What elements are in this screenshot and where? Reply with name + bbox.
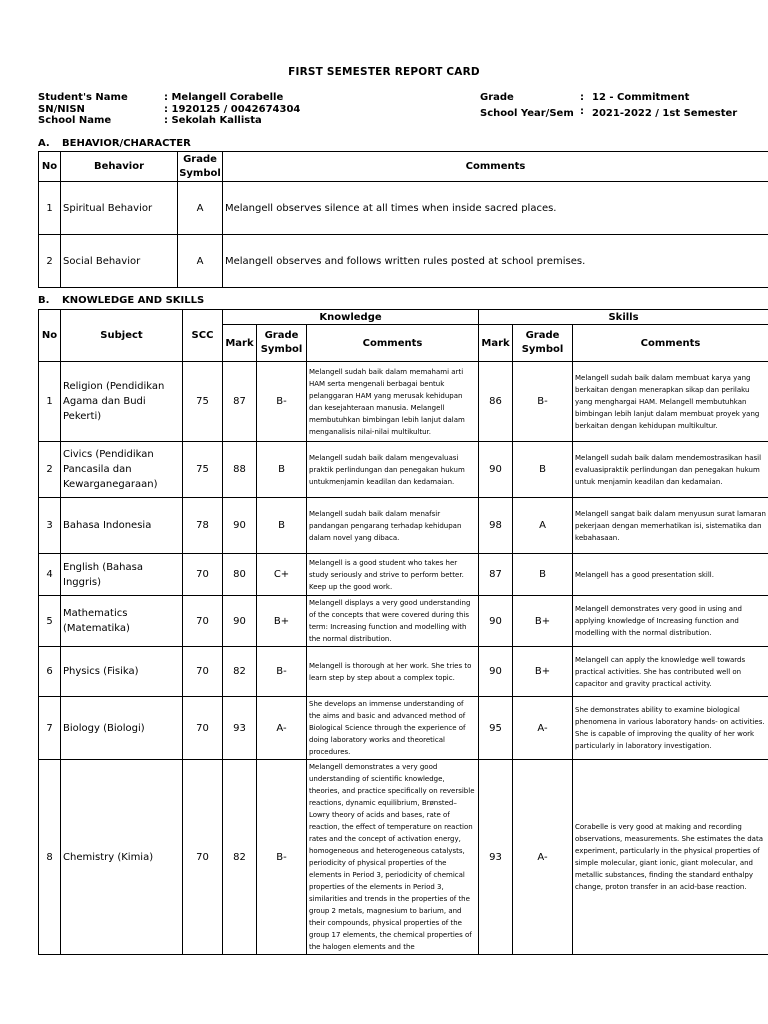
skills-comment: Melangell sudah baik dalam membuat karya yang berkaitan dengan menerapkan sikap dan perilaku yang menghargai HAM. Melangell membutuhkan bimbingan lebih lanjut dalam membuat proyek yang berkaitan dengan kehidupan multikultur.: [573, 362, 768, 442]
knowledge-grade: C+: [257, 554, 307, 596]
skills-mark: 86: [479, 362, 513, 442]
subject-no: 8: [39, 760, 61, 955]
section-a-title: BEHAVIOR/CHARACTER: [62, 138, 191, 149]
behavior-no: 1: [39, 182, 61, 235]
behavior-header-row: [39, 152, 768, 182]
knowledge-mark: 82: [223, 647, 257, 697]
school-value: : Sekolah Kallista: [164, 115, 262, 126]
grade-colon: :: [580, 92, 584, 103]
knowledge-comment: Melangell sudah baik dalam menafsir pandangan pengarang terhadap kehidupan dalam novel yang dibaca.: [307, 498, 479, 554]
subject-no: 4: [39, 554, 61, 596]
subject-scc: 70: [183, 647, 223, 697]
skills-grade: B: [513, 554, 573, 596]
subject-scc: 70: [183, 554, 223, 596]
knowledge-comment: Melangell sudah baik dalam mengevaluasi praktik perlindungan dan penegakan hukum untukmenjamin keadilan dan kedamaian.: [307, 442, 479, 498]
subject-scc: 70: [183, 596, 223, 647]
knowledge-grade: B-: [257, 760, 307, 955]
knowledge-grade: B+: [257, 596, 307, 647]
behavior-header-behavior: Behavior: [61, 152, 178, 182]
skills-comment: She demonstrates ability to examine biological phenomena in various laboratory hands- on activities. She is capable of improving the quality of her work particularly in laboratory investigation.: [573, 697, 768, 760]
subject-row: [39, 596, 768, 647]
skills-grade: A: [513, 498, 573, 554]
behavior-grade: A: [178, 182, 223, 235]
section-b-letter: B.: [38, 295, 50, 306]
subject-no: 3: [39, 498, 61, 554]
skills-grade: A-: [513, 697, 573, 760]
subject-name: English (Bahasa Inggris): [61, 554, 183, 596]
subject-no: 1: [39, 362, 61, 442]
subject-scc: 75: [183, 362, 223, 442]
ks-header-no: No: [39, 310, 61, 362]
behavior-header-no: No: [39, 152, 61, 182]
subject-row: [39, 760, 768, 955]
knowledge-comment: Melangell is thorough at her work. She tries to learn step by step about a complex topic.: [307, 647, 479, 697]
ks-header-k-comments: Comments: [307, 325, 479, 362]
behavior-grade: A: [178, 235, 223, 288]
ks-header-s-grade: Grade Symbol: [513, 325, 573, 362]
knowledge-comment: She develops an immense understanding of the aims and basic and advanced method of Biological Science through the experience of doing laboratory works and theoretical procedures.: [307, 697, 479, 760]
school-year-label: School Year/Sem: [480, 107, 574, 119]
knowledge-mark: 80: [223, 554, 257, 596]
knowledge-comment: Melangell displays a very good understanding of the concepts that were covered during this term: Increasing function and modelling with the normal distribution.: [307, 596, 479, 647]
knowledge-skills-table: [38, 309, 768, 955]
knowledge-mark: 88: [223, 442, 257, 498]
knowledge-grade: B: [257, 442, 307, 498]
ks-header-s-mark: Mark: [479, 325, 513, 362]
skills-mark: 90: [479, 442, 513, 498]
skills-mark: 90: [479, 647, 513, 697]
subject-scc: 78: [183, 498, 223, 554]
subject-scc: 75: [183, 442, 223, 498]
behavior-name: Social Behavior: [61, 235, 178, 288]
behavior-table: [38, 151, 768, 288]
section-a-letter: A.: [38, 138, 50, 149]
knowledge-comment: Melangell sudah baik dalam memahami arti HAM serta mengenali berbagai bentuk pelanggaran HAM yang merusak kehidupan dan kesejahteraan manusia. Melangell membutuhkan bimbingan lebih lanjut dalam menganalisis nilai-nilai multikultur.: [307, 362, 479, 442]
school-year-value: 2021-2022 / 1st Semester: [592, 107, 738, 119]
ks-header-k-mark: Mark: [223, 325, 257, 362]
ks-header-subject: Subject: [61, 310, 183, 362]
skills-comment: Melangell sudah baik dalam mendemostrasikan hasil evaluasipraktik perlindungan dan penegakan hukum untuk menjamin keadilan dan kedamaian.: [573, 442, 768, 498]
skills-mark: 95: [479, 697, 513, 760]
skills-mark: 90: [479, 596, 513, 647]
section-a-heading: [38, 138, 191, 149]
skills-comment: Melangell can apply the knowledge well towards practical activities. She has contributed well on capacitor and gravity practical activity.: [573, 647, 768, 697]
student-name-value: : Melangell Corabelle: [164, 92, 284, 103]
behavior-no: 2: [39, 235, 61, 288]
skills-comment: Melangell sangat baik dalam menyusun surat lamaran pekerjaan dengan memerhatikan isi, sistematika dan kebahasaan.: [573, 498, 768, 554]
behavior-header-comments: Comments: [223, 152, 768, 182]
skills-grade: B: [513, 442, 573, 498]
subject-name: Physics (Fisika): [61, 647, 183, 697]
skills-grade: A-: [513, 760, 573, 955]
school-label: School Name: [38, 115, 112, 126]
grade-info: [480, 92, 737, 119]
subject-no: 2: [39, 442, 61, 498]
subject-name: Mathematics (Matematika): [61, 596, 183, 647]
skills-grade: B-: [513, 362, 573, 442]
subject-name: Bahasa Indonesia: [61, 498, 183, 554]
knowledge-mark: 93: [223, 697, 257, 760]
skills-grade: B+: [513, 647, 573, 697]
subject-name: Chemistry (Kimia): [61, 760, 183, 955]
behavior-name: Spiritual Behavior: [61, 182, 178, 235]
student-name-label: Student's Name: [38, 92, 128, 103]
section-b-title: KNOWLEDGE AND SKILLS: [62, 295, 205, 306]
subject-row: [39, 362, 768, 442]
skills-mark: 87: [479, 554, 513, 596]
skills-mark: 98: [479, 498, 513, 554]
knowledge-comment: Melangell is a good student who takes her study seriously and strive to perform better. Keep up the good work.: [307, 554, 479, 596]
knowledge-grade: A-: [257, 697, 307, 760]
skills-comment: Corabelle is very good at making and recording observations, measurements. She estimates the data experiment, particularly in the physical properties of simple molecular, giant ionic, giant molecular, and metallic substances, finding the standard enthalpy change, proton transfer in an acid-base reaction.: [573, 760, 768, 955]
subject-row: [39, 498, 768, 554]
grade-value: 12 - Commitment: [592, 92, 690, 103]
subject-name: Religion (Pendidikan Agama dan Budi Pekerti): [61, 362, 183, 442]
ks-header-k-grade: Grade Symbol: [257, 325, 307, 362]
sn-label: SN/NISN: [38, 103, 85, 115]
skills-mark: 93: [479, 760, 513, 955]
subject-no: 7: [39, 697, 61, 760]
school-year-colon: :: [580, 105, 584, 117]
behavior-header-grade: Grade Symbol: [178, 152, 223, 182]
subject-scc: 70: [183, 760, 223, 955]
knowledge-mark: 82: [223, 760, 257, 955]
subject-name: Biology (Biologi): [61, 697, 183, 760]
knowledge-mark: 90: [223, 596, 257, 647]
behavior-comment: Melangell observes and follows written rules posted at school premises.: [223, 235, 768, 288]
ks-header-row-1: [39, 310, 768, 325]
knowledge-mark: 87: [223, 362, 257, 442]
ks-header-knowledge: Knowledge: [223, 310, 479, 325]
behavior-row: [39, 235, 768, 288]
skills-comment: Melangell demonstrates very good in using and applying knowledge of Increasing function and modelling with the normal distribution.: [573, 596, 768, 647]
sn-value: : 1920125 / 0042674304: [164, 103, 301, 115]
skills-grade: B+: [513, 596, 573, 647]
subject-row: [39, 697, 768, 760]
behavior-comment: Melangell observes silence at all times when inside sacred places.: [223, 182, 768, 235]
subject-scc: 70: [183, 697, 223, 760]
subject-no: 6: [39, 647, 61, 697]
ks-header-skills: Skills: [479, 310, 768, 325]
knowledge-comment: Melangell demonstrates a very good understanding of scientific knowledge, theories, and practice specifically on reversible reactions, dynamic equilibrium, Brønsted–Lowry theory of acids and bases, rate of reaction, the effect of temperature on reaction rates and the concept of activation energy, homogeneous and heterogeneous catalysts, periodicity of physical properties of the elements in Period 3, periodicity of chemical properties of the elements in Period 3, similarities and trends in the properties of the group 2 metals, magnesium to barium, and their compounds, physical properties of the group 17 elements, the chemical properties of the halogen elements and the: [307, 760, 479, 955]
grade-label: Grade: [480, 92, 514, 103]
subject-row: [39, 647, 768, 697]
subject-row: [39, 554, 768, 596]
report-title: FIRST SEMESTER REPORT CARD: [288, 66, 480, 78]
student-info: [38, 92, 300, 127]
section-b-heading: [38, 295, 204, 306]
behavior-row: [39, 182, 768, 235]
subject-name: Civics (Pendidikan Pancasila dan Kewarganegaraan): [61, 442, 183, 498]
knowledge-grade: B: [257, 498, 307, 554]
subject-no: 5: [39, 596, 61, 647]
knowledge-mark: 90: [223, 498, 257, 554]
skills-comment: Melangell has a good presentation skill.: [573, 554, 768, 596]
knowledge-grade: B-: [257, 362, 307, 442]
ks-header-scc: SCC: [183, 310, 223, 362]
subject-row: [39, 442, 768, 498]
ks-header-s-comments: Comments: [573, 325, 768, 362]
knowledge-grade: B-: [257, 647, 307, 697]
